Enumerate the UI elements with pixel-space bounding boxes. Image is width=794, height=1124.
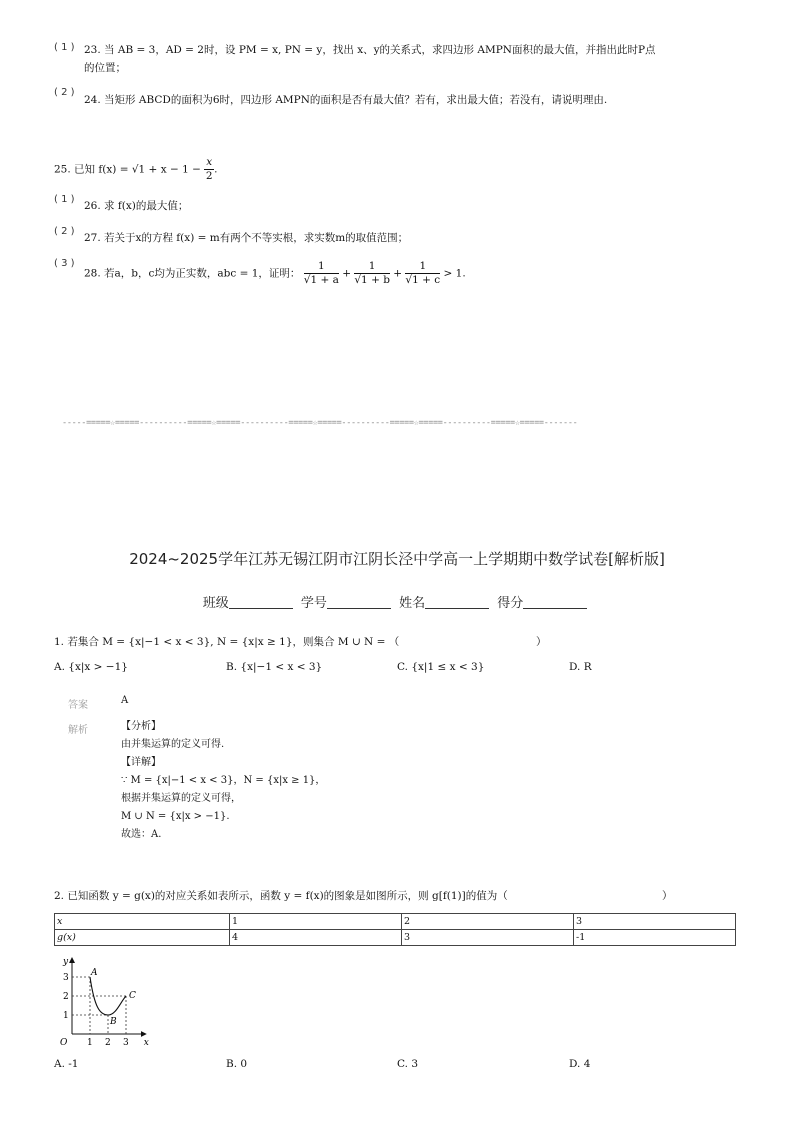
name-label: 姓名 [399, 596, 426, 611]
x-tick-label: 1 [87, 1038, 93, 1048]
q28-frac-c [405, 260, 440, 287]
q25-fraction [204, 156, 214, 183]
q23-text-line2: 的位置； [84, 62, 126, 74]
q1-analysis-5: 根据并集运算的定义可得， [121, 793, 241, 804]
q28-frac-b [354, 260, 390, 287]
x-axis-label: x [143, 1038, 149, 1048]
point-label-c: C [129, 991, 136, 1001]
table-cell: 3 [402, 930, 574, 946]
q1-analysis-1: 【分析】 [121, 721, 161, 732]
q28-frac-a [304, 260, 339, 287]
q1-answer: A [121, 695, 129, 706]
q1-stem: 1. 若集合 M = {x|−1 < x < 3}, N = {x|x ≥ 1}，则集合 M ∪ N = （ [54, 636, 400, 648]
q26-text: 26. 求 f(x)的最大值； [84, 200, 189, 212]
q2-option-b: B. 0 [226, 1058, 248, 1070]
q25-frac-num: x [206, 156, 213, 168]
q2-stem-close: ） [662, 890, 673, 902]
q28-frac-c-num: 1 [405, 260, 440, 274]
q25-text: 25. 已知 f(x) = √1 + x − 1 − $\frac{x}{2}$ . [54, 156, 218, 182]
q2-option-a: A. -1 [54, 1058, 79, 1070]
graph-layer [60, 957, 149, 1048]
q27-part-mark: ( 2 ) [54, 226, 75, 237]
point-label-a: A [91, 968, 98, 978]
q1-stem-close: ） [536, 636, 547, 648]
table-cell: 3 [574, 914, 736, 930]
q24-part-mark: ( 2 ) [54, 87, 75, 98]
q28-part-mark: ( 3 ) [54, 258, 75, 269]
q2-function-graph [52, 954, 162, 1050]
x-tick-label: 2 [105, 1038, 111, 1048]
table-cell: 2 [402, 914, 574, 930]
q1-analysis-6: M ∪ N = {x|x > −1}. [121, 811, 230, 822]
page-separator: -----=====☆=====----------=====☆=====----------=====☆=====----------=====☆=====----------=====☆=====------- [62, 418, 578, 428]
score-label: 得分 [497, 596, 524, 611]
y-axis-label: y [63, 957, 69, 967]
q24-text: 24. 当矩形 ABCD的面积为6时，四边形 AMPN的面积是否有最大值？若有，求出最大值；若没有，请说明理由. [84, 94, 608, 106]
q28-frac-a-den: √1 + a [303, 274, 339, 286]
q1-option-b: B. {x|−1 < x < 3} [226, 661, 323, 673]
q23-text-line1: 23. 当 AB = 3，AD = 2时，设 PM = x, PN = y，找出 x、y的关系式，求四边形 AMPN面积的最大值，并指出此时P点 [84, 44, 656, 56]
q1-answer-label: 答案 [68, 700, 88, 711]
q27-text: 27. 若关于x的方程 f(x) = m有两个不等实根，求实数m的取值范围； [84, 232, 409, 244]
q1-analysis-4: ∵ M = {x|−1 < x < 3}，N = {x|x ≥ 1}， [121, 775, 326, 786]
table-cell: x [55, 914, 230, 930]
q23-part-mark: ( 1 ) [54, 42, 75, 53]
q28-frac-b-den: √1 + b [354, 274, 390, 286]
name-blank[interactable] [425, 596, 489, 609]
number-label: 学号 [300, 596, 327, 611]
q1-analysis-3: 【详解】 [121, 757, 161, 768]
q1-analysis-label: 解析 [68, 725, 88, 736]
q2-option-d: D. 4 [569, 1058, 591, 1070]
q28-frac-c-den: √1 + c [405, 274, 441, 286]
q1-analysis-2: 由并集运算的定义可得. [121, 739, 225, 750]
page-title: 2024~2025学年江苏无锡江阴市江阴长泾中学高一上学期期中数学试卷[解析版] [129, 550, 665, 568]
table-row [55, 930, 736, 946]
q28-suffix: > 1. [443, 267, 466, 280]
y-tick-label: 2 [63, 992, 69, 1002]
q1-analysis-7: 故选：A. [121, 829, 162, 840]
table-cell: 1 [230, 914, 402, 930]
table-cell: -1 [574, 930, 736, 946]
q1-option-c: C. {x|1 ≤ x < 3} [397, 661, 485, 673]
q28-text: 28. 若a，b，c均为正实数，abc = 1，证明： $\frac{1}{√1 + a}$ + $\frac{1}{√1 + b}$ + $\frac{1}{√1 + c}$ > 1. [84, 260, 466, 286]
table-cell: g(x) [55, 930, 230, 946]
student-info-line [0, 592, 794, 611]
y-tick-label: 1 [63, 1011, 69, 1021]
q1-option-d: D. R [569, 661, 592, 673]
point-label-b: B [110, 1017, 117, 1027]
table-row [55, 914, 736, 930]
q28-frac-b-num: 1 [354, 260, 390, 274]
q28-frac-a-num: 1 [304, 260, 339, 274]
class-label: 班级 [202, 596, 229, 611]
q26-part-mark: ( 1 ) [54, 194, 75, 205]
q2-stem: 2. 已知函数 y = g(x)的对应关系如表所示，函数 y = f(x)的图象是如图所示，则 g[f(1)]的值为（ [54, 890, 508, 902]
q2-option-c: C. 3 [397, 1058, 419, 1070]
table-cell: 4 [230, 930, 402, 946]
number-blank[interactable] [327, 596, 391, 609]
q1-option-a: A. {x|x > −1} [54, 661, 128, 673]
score-blank[interactable] [523, 596, 587, 609]
q25-frac-den: 2 [205, 170, 213, 182]
q2-table [54, 913, 736, 946]
q28-prefix: 28. 若a，b，c均为正实数，abc = 1，证明： [84, 267, 301, 280]
origin-label: O [60, 1038, 68, 1048]
q25-prefix: 25. 已知 f(x) = √1 + x − 1 − [54, 163, 201, 176]
y-tick-label: 3 [63, 973, 69, 983]
x-tick-label: 3 [123, 1038, 129, 1048]
class-blank[interactable] [229, 596, 293, 609]
